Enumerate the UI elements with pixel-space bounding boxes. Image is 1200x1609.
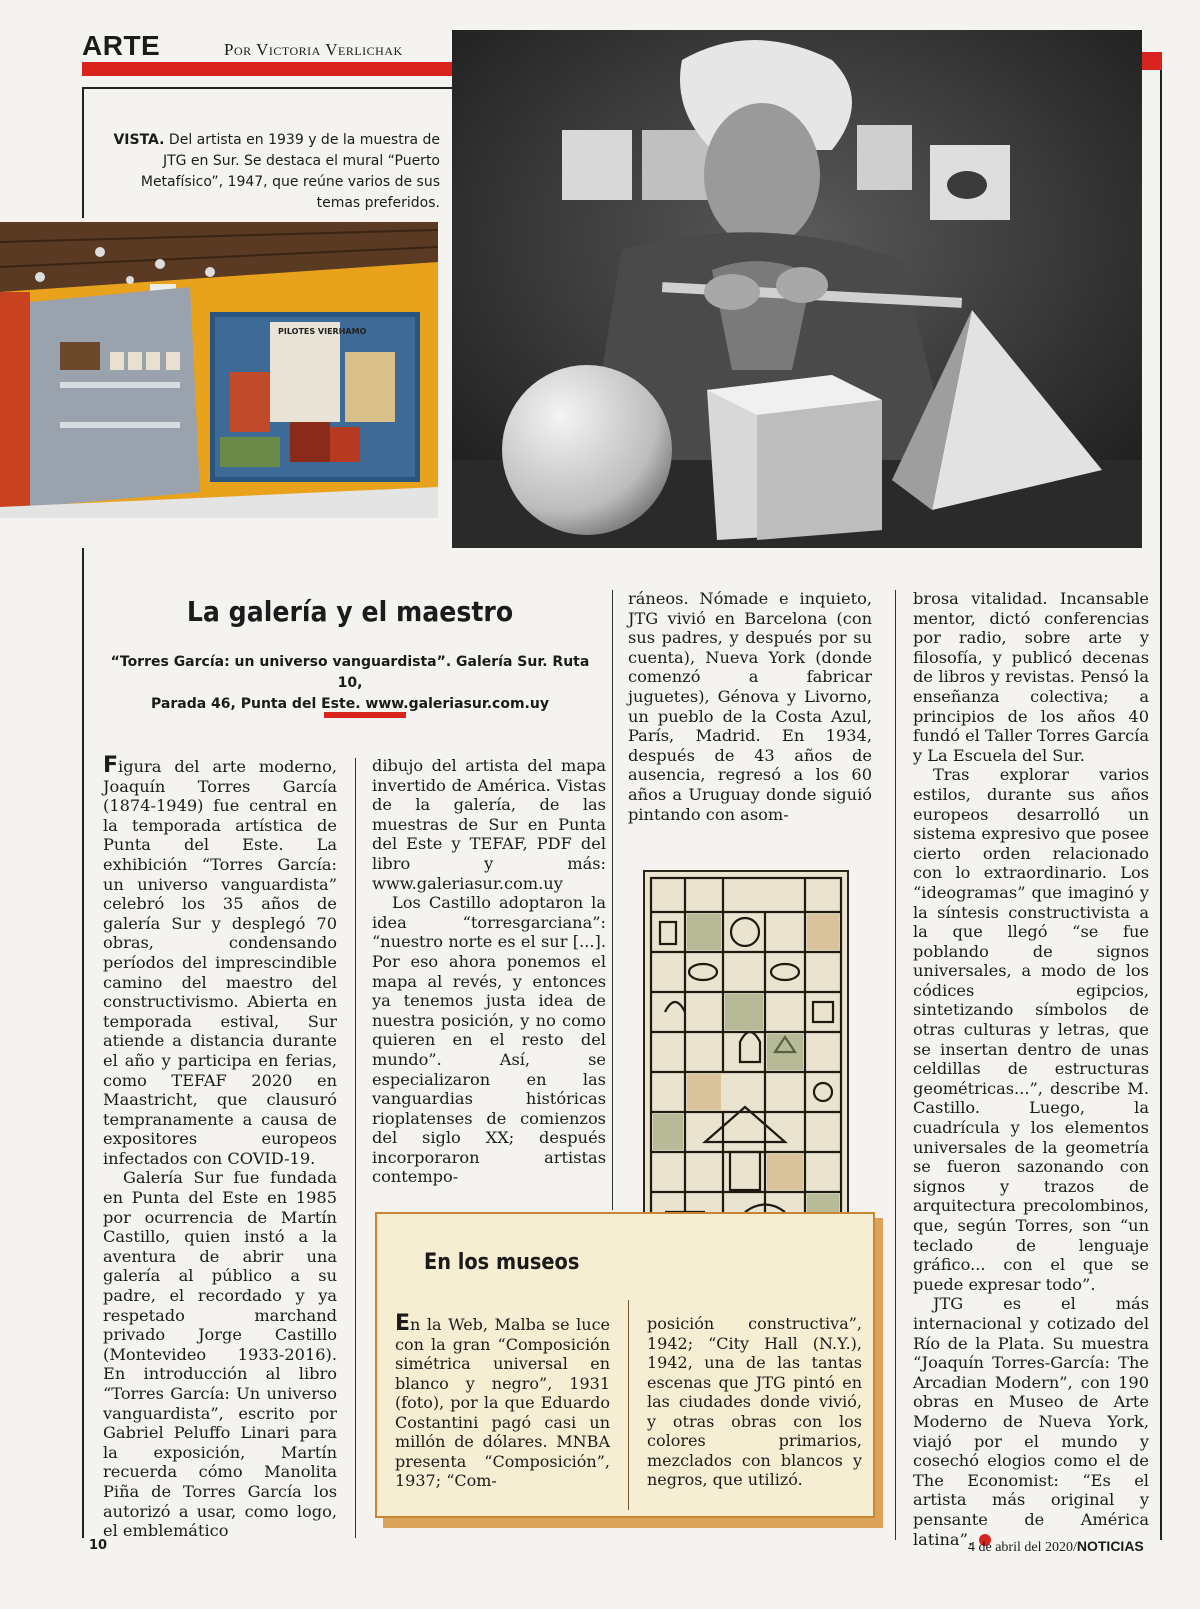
sidebar-column-2: posición constructiva”, 1942; “City Hall (N.Y.), 1942, una de las tantas escenas que JTG pintó en las ciudades donde vivió, y otras obras con los colores primarios, mezclados con blancos y negros, que utilizó.: [647, 1314, 862, 1489]
article-title: La galería y el maestro: [186, 595, 514, 628]
article-column-1: [103, 753, 337, 1541]
column-divider: [895, 590, 896, 1540]
page-number: 10: [89, 1538, 108, 1553]
paragraph: Galería Sur fue fundada en Punta del Este en 1985 por ocurrencia de Martín Castillo, quien instó a la aventura de abrir una galería al público a su padre, el recordado y ya respetado marchand privado Jorge Castillo (Montevideo 1933-2016). En introducción al libro “Torres García: Un universo vanguardista”, escrito por Gabriel Peluffo Linari para la exposición, Martín recuerda cómo Manolita Piña de Torres García los autorizó a usar, como logo, el emblemático: [103, 1168, 337, 1541]
exhibition-info-line1: “Torres García: un universo vanguardista”. Galería Sur. Ruta 10,: [110, 654, 590, 691]
paragraph: ráneos. Nómade e inquieto, JTG vivió en Barcelona (con sus padres, y después por su cuenta), Nueva York (donde comenzó a fabricar juguetes), Génova y Livorno, un pueblo de la Costa Azul, París, Madrid. En 1934, después de 43 años de ausencia, regresó a los 60 años a Uruguay donde siguió pintando con asom-: [628, 589, 872, 824]
sidebar-box-title: En los museos: [424, 1250, 580, 1275]
sidebar-column-1: [395, 1311, 610, 1491]
frame-line-right: [1160, 70, 1162, 1540]
sidebar-column-divider: [628, 1300, 629, 1510]
exhibition-info-line2: Parada 46, Punta del Este. www.galeriasur.com.uy: [151, 696, 549, 712]
paragraph: Los Castillo adoptaron la idea “torresgarciana”: “nuestro norte es el sur [...]. Por eso ahora ponemos el mapa al revés, y entonces ya tenemos justa idea de nuestra posición, y no como quieren en el resto del mundo”. Así, se especializaron en las vanguardias históricas rioplatenses de comienzos del siglo XX; después incorporaron artistas contempo-: [372, 893, 606, 1187]
article-column-4: [913, 589, 1149, 1549]
sidebar-text: n la Web, Malba se luce con la gran “Composición simétrica universal en blanco y negro”, 1931 (foto), por la que Eduardo Costantini pagó casi un millón de dólares. MNBA presenta “Composición”, 1937; “Com-: [395, 1315, 610, 1490]
paragraph: Tras explorar varios estilos, durante sus años europeos desarrolló un sistema expresivo que posee cierto orden relacionado con lo extraordinario. Los “ideogramas” que imaginó y la síntesis constructivista a la que llegó “se fue poblando de signos universales, a modo de los códices egipcios, sintetizando símbolos de otras culturas y letras, que se insertan dentro de unas celdillas de estructuras geométricas...”, describe M. Castillo. Luego, la cuadrícula y los elementos universales de la geometría se fueron sazonando con signos y trazos de arquitectura precolombinos, que, según Torres, son “un teclado de lenguaje gráfico... con el que se puede expresar todo”.: [913, 765, 1149, 1294]
dropcap: F: [103, 753, 119, 778]
gallery-sign-text: PILOTES VIERHAMO: [278, 327, 367, 336]
paragraph: [103, 753, 337, 1168]
magazine-name: NOTICIAS: [1076, 1538, 1144, 1554]
frame-line-top: [82, 87, 452, 89]
paragraph-text: igura del arte moderno, Joaquín Torres García (1874-1949) fue central en la temporada artística de Punta del Este. La exhibición “Torres García: un universo vanguardista” celebró los 35 años de galería Sur y desplegó 70 obras, condensando períodos del imprescindible camino del maestro del constructivismo. Abierta en temporada estival, Sur atiende a distancia durante el año y participa en ferias, como TEFAF 2020 en Maastricht, que clausuró tempranamente a causa de expositores europeos infectados con COVID-19.: [103, 757, 337, 1168]
paragraph-text: JTG es el más internacional y cotizado del Río de la Plata. Su muestra “Joaquín Torres-García: The Arcadian Modern”, con 190 obras en Museo de Arte Moderno de Nueva York, viajó por el mundo y cosechó elogios como el de The Economist: “Es el artista más original y pensante de América latina”.: [913, 1294, 1149, 1549]
header-red-bar-right: [1140, 52, 1162, 70]
footer-issue: [968, 1538, 1144, 1556]
faint-ad-bleedthrough: [130, 1530, 960, 1580]
article-column-2: [372, 756, 606, 1187]
dropcap: E: [395, 1311, 411, 1336]
title-red-rule: [324, 712, 406, 718]
frame-line-left-top: [82, 88, 84, 218]
column-divider: [355, 758, 356, 1538]
exhibition-info: [100, 652, 600, 715]
caption-lead: VISTA.: [113, 132, 165, 148]
paragraph: dibujo del artista del mapa invertido de América. Vistas de la galería, de las muestras de Sur en Punta del Este y TEFAF, PDF del libro y más: www.galeriasur.com.uy: [372, 756, 606, 893]
column-divider: [612, 590, 613, 1210]
header-red-bar: [82, 62, 452, 76]
paragraph: [913, 1294, 1149, 1549]
footer-date: 4 de abril del 2020/: [968, 1540, 1077, 1555]
caption-text: Del artista en 1939 y de la muestra de JTG en Sur. Se destaca el mural “Puerto Metafísico”, 1947, que reúne varios de sus temas preferidos.: [140, 132, 440, 211]
artist-portrait-photo: [452, 30, 1142, 548]
section-label: ARTE: [82, 30, 161, 61]
gallery-photo: [0, 222, 438, 518]
paragraph: brosa vitalidad. Incansable mentor, dictó conferencias por radio, sobre arte y filosofía, y publicó decenas de libros y revistas. Pensó la enseñanza colectiva; a principios de los años 40 fundó el Taller Torres García y La Escuela del Sur.: [913, 589, 1150, 765]
author-byline: Por Victoria Verlichak: [224, 40, 403, 59]
frame-line-left: [82, 548, 84, 1538]
article-column-3: [628, 589, 872, 824]
photo-caption: [110, 130, 440, 214]
